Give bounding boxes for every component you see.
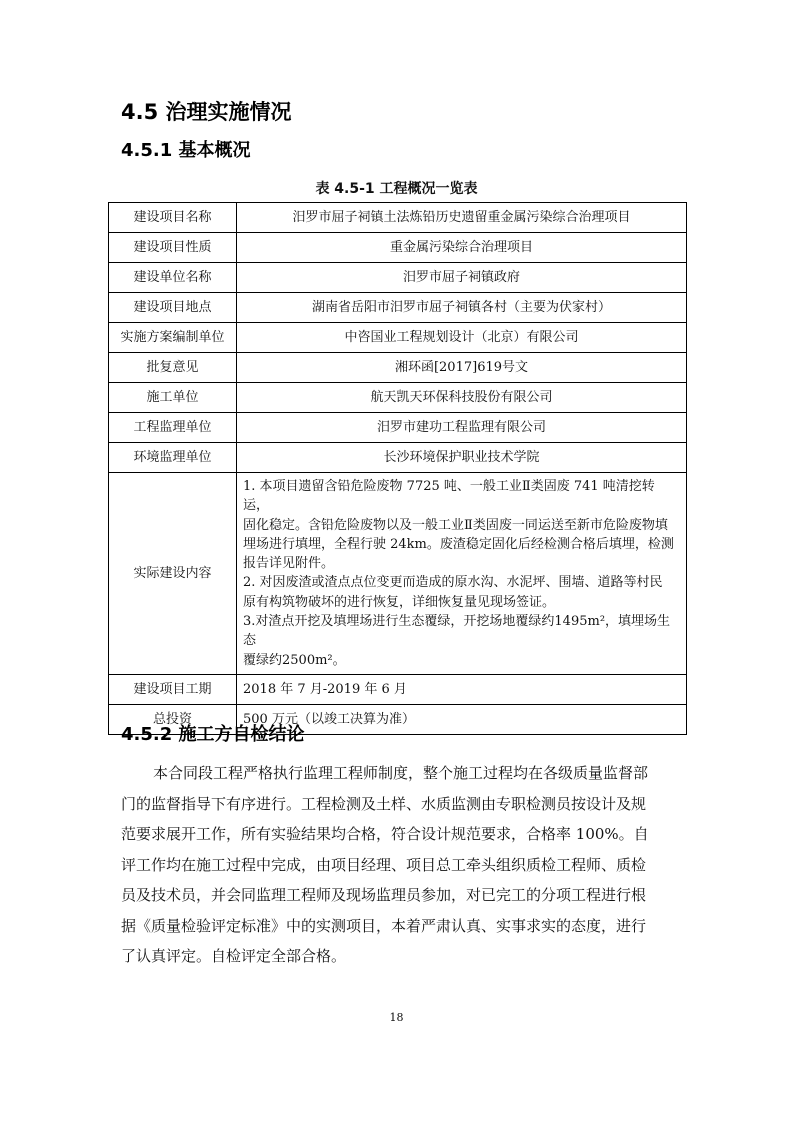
row-label: 建设项目工期 — [109, 674, 237, 704]
content-line: 原有构筑物破坏的进行恢复，详细恢复量见现场签证。 — [243, 594, 556, 610]
table-caption: 表 4.5-1 工程概况一览表 — [315, 181, 478, 197]
content-line: 埋场进行填埋，全程行驶 24km。废渣稳定固化后经检测合格后填埋，检测 — [243, 536, 674, 552]
row-value: 航天凯天环保科技股份有限公司 — [237, 383, 687, 413]
row-label: 施工单位 — [109, 383, 237, 413]
table-row — [109, 293, 687, 323]
content-line: 3.对渣点开挖及填埋场进行生态覆绿，开挖场地覆绿约1495m²，填埋场生态 — [243, 614, 671, 649]
table-row — [109, 323, 687, 353]
row-label: 环境监理单位 — [109, 443, 237, 473]
row-label: 实施方案编制单位 — [109, 323, 237, 353]
row-value: 汨罗市屈子祠镇土法炼铅历史遗留重金属污染综合治理项目 — [237, 203, 687, 233]
content-line: 覆绿约2500m²。 — [243, 652, 346, 668]
row-value: 长沙环境保护职业技术学院 — [237, 443, 687, 473]
row-value: 湘环函[2017]619号文 — [237, 353, 687, 383]
row-value: 汨罗市屈子祠镇政府 — [237, 263, 687, 293]
page-number: 18 — [389, 1011, 404, 1024]
content-line: 1. 本项目遗留含铅危险废物 7725 吨、一般工业Ⅱ类固废 741 吨清挖转运， — [243, 479, 655, 514]
paragraph-line: 员及技术员，并会同监理工程师及现场监理员参加，对已完工的分项工程进行根 — [121, 886, 647, 904]
actual-content-cell — [237, 473, 687, 675]
row-value: 重金属污染综合治理项目 — [237, 233, 687, 263]
table-row — [109, 443, 687, 473]
row-value: 中咨国业工程规划设计（北京）有限公司 — [237, 323, 687, 353]
row-value: 2018 年 7 月-2019 年 6 月 — [237, 674, 687, 704]
row-label: 建设项目性质 — [109, 233, 237, 263]
section-heading-4-5-2: 4.5.2 施工方自检结论 — [121, 724, 305, 745]
table-row — [109, 263, 687, 293]
row-label: 实际建设内容 — [109, 473, 237, 675]
paragraph-line: 门的监督指导下有序进行。工程检测及土样、水质监测由专职检测员按设计及规 — [121, 794, 647, 813]
table-row — [109, 674, 687, 704]
row-label: 总投资 — [109, 704, 237, 734]
row-label: 建设单位名称 — [109, 263, 237, 293]
row-label: 建设项目地点 — [109, 293, 237, 323]
table-row — [109, 353, 687, 383]
content-line: 报告详见附件。 — [243, 556, 335, 572]
conclusion-paragraph — [121, 758, 677, 972]
row-value: 汨罗市建功工程监理有限公司 — [237, 413, 687, 443]
paragraph-line: 据《质量检验评定标准》中的实测项目，本着严肃认真、实事求实的态度，进行 — [121, 916, 647, 935]
table-row-actual-content — [109, 473, 687, 675]
row-label: 工程监理单位 — [109, 413, 237, 443]
content-line: 固化稳定。含铅危险废物以及一般工业Ⅱ类固废一同运送至新市危险废物填 — [243, 517, 668, 533]
paragraph-line: 范要求展开工作，所有实验结果均合格，符合设计规范要求，合格率 100%。自 — [121, 825, 649, 843]
section-heading-4-5-1: 4.5.1 基本概况 — [121, 140, 251, 161]
table-row — [109, 233, 687, 263]
content-line: 2. 对因废渣或渣点点位变更而造成的原水沟、水泥坪、围墙、道路等村民 — [243, 575, 663, 591]
paragraph-line: 评工作均在施工过程中完成，由项目经理、项目总工牵头组织质检工程师、质检 — [121, 855, 647, 874]
row-label: 批复意见 — [109, 353, 237, 383]
row-label: 建设项目名称 — [109, 203, 237, 233]
table-row — [109, 413, 687, 443]
table-row — [109, 383, 687, 413]
row-value: 湖南省岳阳市汨罗市屈子祠镇各村（主要为伏家村） — [237, 293, 687, 323]
section-heading-4-5: 4.5 治理实施情况 — [121, 100, 292, 124]
table-row — [109, 203, 687, 233]
paragraph-line: 了认真评定。自检评定全部合格。 — [121, 947, 347, 965]
paragraph-line: 本合同段工程严格执行监理工程师制度，整个施工过程均在各级质量监督部 — [153, 764, 649, 782]
row-value: 500 万元（以竣工决算为准） — [237, 704, 687, 734]
project-overview-table — [108, 202, 687, 735]
